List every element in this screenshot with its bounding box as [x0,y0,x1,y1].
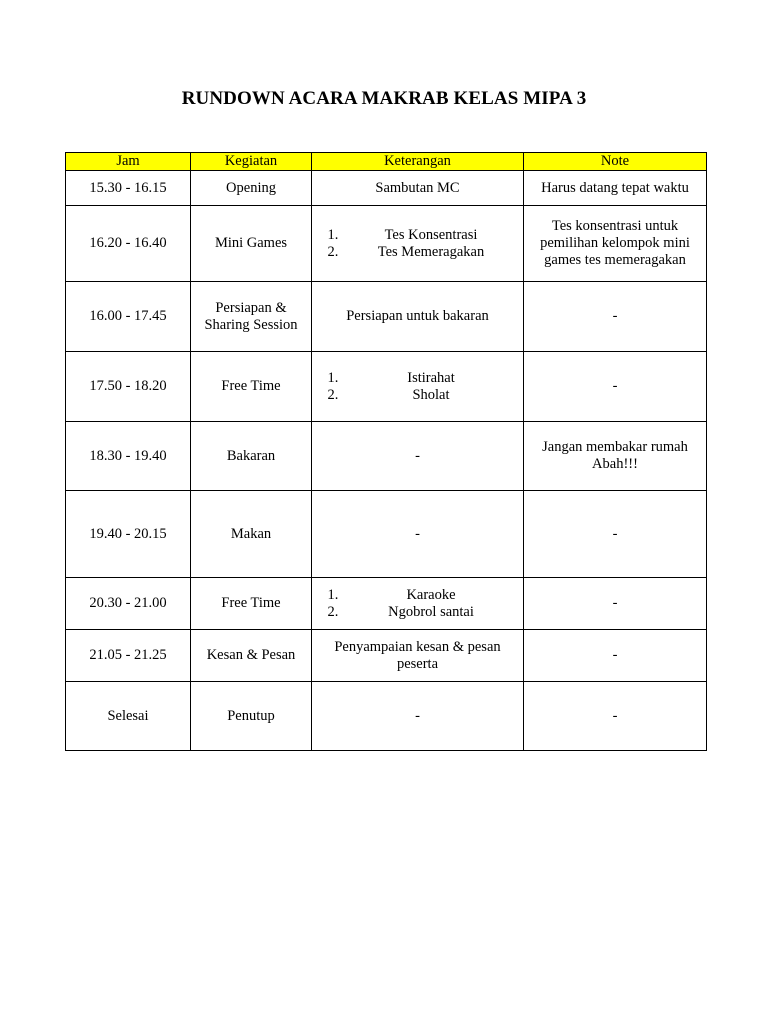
table-row [66,206,707,282]
cell-kegiatan: Opening [191,171,312,206]
list-item: 2. Sholat [342,387,517,404]
page-title: RUNDOWN ACARA MAKRAB KELAS MIPA 3 [181,88,587,109]
cell-kegiatan: Makan [191,491,312,578]
cell-kegiatan: Bakaran [191,422,312,491]
list-item: 1. Istirahat [342,370,517,387]
header-jam: Jam [66,153,191,171]
cell-jam: 21.05 - 21.25 [66,630,191,682]
cell-note: - [524,578,707,630]
cell-jam: 19.40 - 20.15 [66,491,191,578]
cell-kegiatan: Penutup [191,682,312,751]
keterangan-list [318,227,517,261]
table-row [66,578,707,630]
header-note: Note [524,153,707,171]
cell-keterangan: Persiapan untuk bakaran [312,282,524,352]
table-row [66,282,707,352]
cell-keterangan [312,578,524,630]
cell-kegiatan: Persiapan & Sharing Session [191,282,312,352]
table-body [66,171,707,751]
cell-jam: 15.30 - 16.15 [66,171,191,206]
cell-note: Jangan membakar rumah Abah!!! [524,422,707,491]
cell-keterangan: - [312,491,524,578]
cell-jam: 20.30 - 21.00 [66,578,191,630]
cell-note: - [524,682,707,751]
table-row [66,171,707,206]
cell-note: Tes konsentrasi untuk pemilihan kelompok mini games tes memeragakan [524,206,707,282]
keterangan-list [318,370,517,404]
cell-keterangan: - [312,682,524,751]
table-header-row [66,153,707,171]
cell-keterangan [312,206,524,282]
table-row [66,491,707,578]
cell-note: - [524,352,707,422]
cell-keterangan: Penyampaian kesan & pesan peserta [312,630,524,682]
cell-note: Harus datang tepat waktu [524,171,707,206]
cell-keterangan: - [312,422,524,491]
cell-keterangan: Sambutan MC [312,171,524,206]
table-row [66,682,707,751]
table-row [66,630,707,682]
table-row [66,422,707,491]
cell-kegiatan: Free Time [191,352,312,422]
table-row [66,352,707,422]
keterangan-list [318,587,517,621]
cell-kegiatan: Mini Games [191,206,312,282]
cell-note: - [524,491,707,578]
list-item: 2. Ngobrol santai [342,604,517,621]
list-item: 1. Tes Konsentrasi [342,227,517,244]
cell-jam: 17.50 - 18.20 [66,352,191,422]
cell-jam: 16.00 - 17.45 [66,282,191,352]
cell-jam: 18.30 - 19.40 [66,422,191,491]
list-item: 2. Tes Memeragakan [342,244,517,261]
cell-kegiatan: Kesan & Pesan [191,630,312,682]
rundown-table [65,152,707,751]
cell-kegiatan: Free Time [191,578,312,630]
cell-jam: Selesai [66,682,191,751]
cell-note: - [524,630,707,682]
header-keterangan: Keterangan [312,153,524,171]
list-item: 1. Karaoke [342,587,517,604]
cell-note: - [524,282,707,352]
header-kegiatan: Kegiatan [191,153,312,171]
cell-jam: 16.20 - 16.40 [66,206,191,282]
cell-keterangan [312,352,524,422]
